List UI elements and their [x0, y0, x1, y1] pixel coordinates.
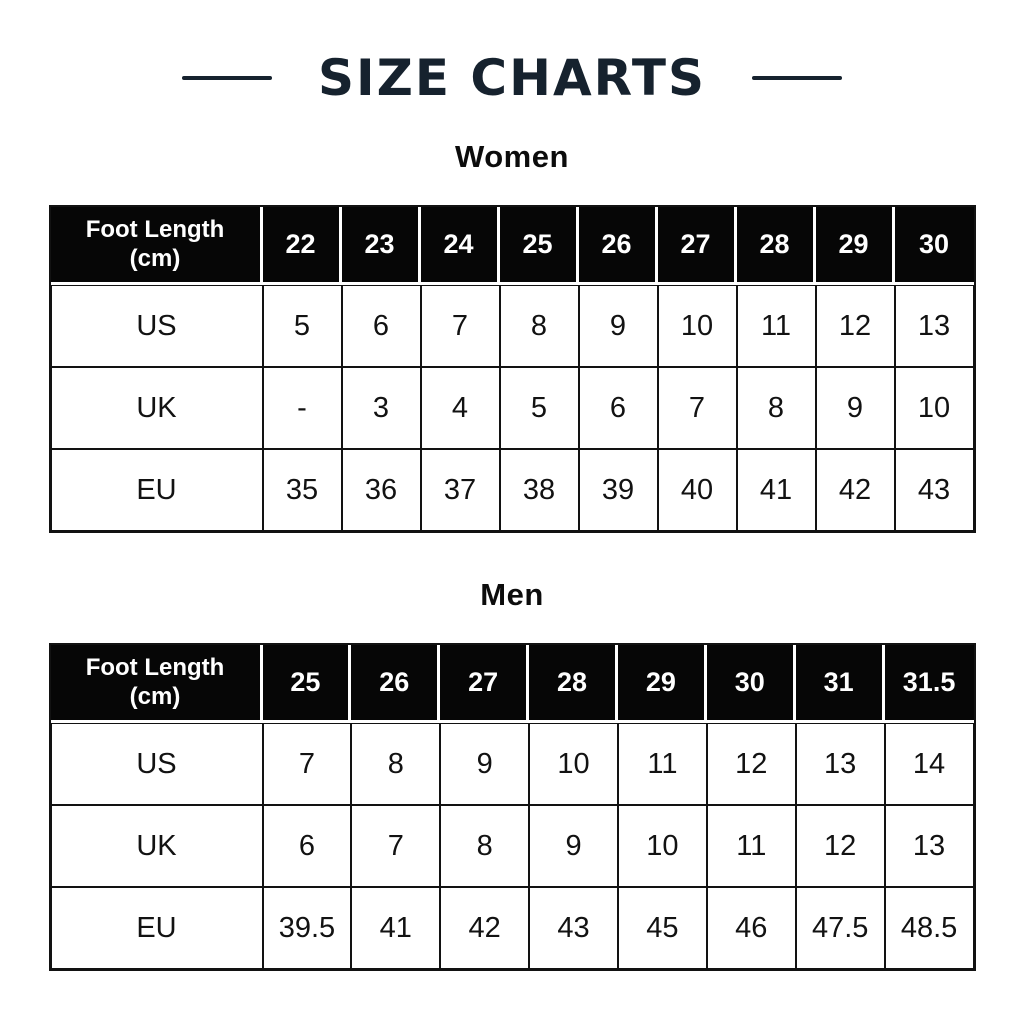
men-us-row — [51, 723, 974, 805]
size-cell: 37 — [421, 449, 500, 531]
title-dash-left-icon — [182, 76, 272, 80]
size-cell: 10 — [529, 723, 618, 805]
men-header-row — [51, 645, 974, 723]
title-dash-right-icon — [752, 76, 842, 80]
row-label: US — [51, 285, 263, 367]
size-cell: 7 — [658, 367, 737, 449]
size-cell: 8 — [440, 805, 529, 887]
size-cell: 39.5 — [263, 887, 352, 969]
section-heading-women: Women — [455, 139, 569, 174]
size-cell: 43 — [895, 449, 974, 531]
column-header: 28 — [737, 207, 816, 285]
size-cell: 9 — [529, 805, 618, 887]
size-cell: 11 — [618, 723, 707, 805]
size-cell: 14 — [885, 723, 974, 805]
size-cell: 12 — [816, 285, 895, 367]
column-header: 27 — [440, 645, 529, 723]
column-header: 26 — [579, 207, 658, 285]
size-cell: 7 — [421, 285, 500, 367]
women-header-row — [51, 207, 974, 285]
size-cell: 10 — [618, 805, 707, 887]
row-label: EU — [51, 887, 263, 969]
size-cell: 13 — [895, 285, 974, 367]
foot-length-label: Foot Length (cm) — [85, 215, 225, 272]
section-heading-men: Men — [480, 577, 544, 612]
size-cell: 47.5 — [796, 887, 885, 969]
men-eu-row — [51, 887, 974, 969]
column-header: 24 — [421, 207, 500, 285]
title-row — [0, 0, 1024, 106]
page-title: SIZE CHARTS — [317, 49, 707, 107]
size-cell: 46 — [707, 887, 796, 969]
size-cell: 48.5 — [885, 887, 974, 969]
size-cell: 11 — [707, 805, 796, 887]
size-cell: 8 — [500, 285, 579, 367]
size-cell: 9 — [579, 285, 658, 367]
size-cell: 7 — [351, 805, 440, 887]
foot-length-label: Foot Length (cm) — [85, 653, 225, 710]
size-cell: 8 — [351, 723, 440, 805]
row-label: UK — [51, 805, 263, 887]
size-cell: 43 — [529, 887, 618, 969]
column-header: 25 — [500, 207, 579, 285]
size-cell: 10 — [658, 285, 737, 367]
size-cell: 4 — [421, 367, 500, 449]
size-cell: 12 — [707, 723, 796, 805]
size-cell: 12 — [796, 805, 885, 887]
column-header: 29 — [618, 645, 707, 723]
size-cell: 5 — [263, 285, 342, 367]
column-header-foot-length — [51, 207, 263, 285]
size-cell: 42 — [440, 887, 529, 969]
size-cell: 45 — [618, 887, 707, 969]
column-header: 29 — [816, 207, 895, 285]
row-label: EU — [51, 449, 263, 531]
size-cell: 13 — [885, 805, 974, 887]
size-cell: 7 — [263, 723, 352, 805]
size-cell: 35 — [263, 449, 342, 531]
size-cell: 42 — [816, 449, 895, 531]
column-header: 26 — [351, 645, 440, 723]
column-header: 25 — [263, 645, 352, 723]
row-label: UK — [51, 367, 263, 449]
size-cell: 9 — [816, 367, 895, 449]
column-header: 31 — [796, 645, 885, 723]
women-eu-row — [51, 449, 974, 531]
size-cell: 39 — [579, 449, 658, 531]
size-cell: 41 — [737, 449, 816, 531]
size-cell: 6 — [342, 285, 421, 367]
column-header: 28 — [529, 645, 618, 723]
size-cell: 13 — [796, 723, 885, 805]
column-header-foot-length — [51, 645, 263, 723]
women-size-table — [49, 205, 976, 533]
size-cell: 41 — [351, 887, 440, 969]
size-cell: 11 — [737, 285, 816, 367]
size-cell: 38 — [500, 449, 579, 531]
men-size-table — [49, 643, 976, 971]
size-cell: 6 — [263, 805, 352, 887]
size-cell: 6 — [579, 367, 658, 449]
size-cell: 5 — [500, 367, 579, 449]
column-header: 27 — [658, 207, 737, 285]
men-uk-row — [51, 805, 974, 887]
size-cell: 9 — [440, 723, 529, 805]
column-header: 23 — [342, 207, 421, 285]
women-us-row — [51, 285, 974, 367]
women-uk-row — [51, 367, 974, 449]
column-header: 22 — [263, 207, 342, 285]
size-cell: - — [263, 367, 342, 449]
size-cell: 10 — [895, 367, 974, 449]
column-header: 31.5 — [885, 645, 974, 723]
row-label: US — [51, 723, 263, 805]
size-cell: 3 — [342, 367, 421, 449]
column-header: 30 — [707, 645, 796, 723]
size-cell: 36 — [342, 449, 421, 531]
size-cell: 40 — [658, 449, 737, 531]
column-header: 30 — [895, 207, 974, 285]
size-cell: 8 — [737, 367, 816, 449]
